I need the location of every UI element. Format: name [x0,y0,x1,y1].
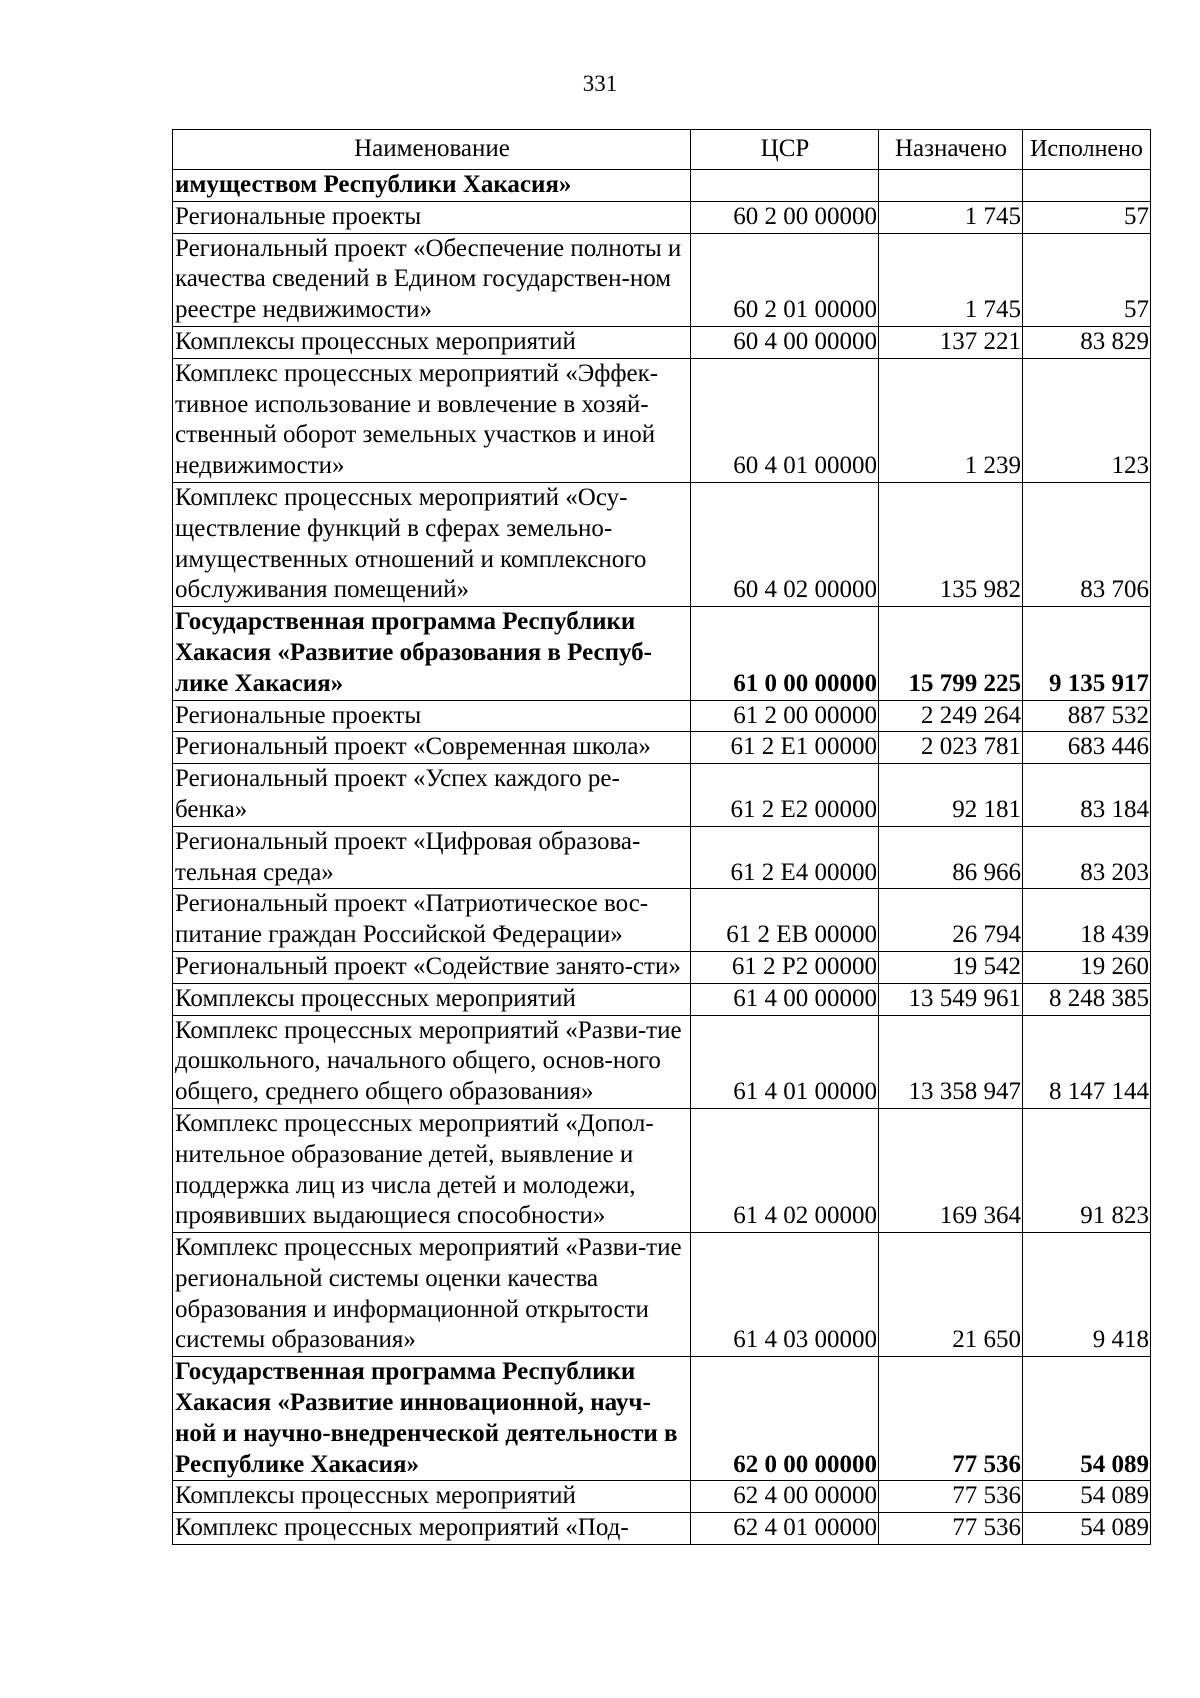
row-executed: 83 203 [1023,826,1151,889]
row-name: Региональный проект «Содействие занято-сти» [173,951,691,983]
row-executed: 18 439 [1023,889,1151,952]
row-name: Региональный проект «Современная школа» [173,732,691,764]
row-name: Комплексы процессных мероприятий [173,1481,691,1513]
row-name: Комплекс процессных мероприятий «Разви-тие дошкольного, начального общего, основ-ного общего, среднего общего образования» [173,1015,691,1108]
row-csr: 61 4 00 00000 [691,983,879,1015]
row-csr: 62 4 00 00000 [691,1481,879,1513]
table-row [173,1108,1151,1232]
row-csr: 60 2 00 00000 [691,201,879,233]
row-planned: 92 181 [879,764,1023,827]
row-csr: 61 2 E4 00000 [691,826,879,889]
row-csr: 60 2 01 00000 [691,233,879,326]
row-executed: 57 [1023,201,1151,233]
row-executed [1023,170,1151,202]
row-name: Комплекс процессных мероприятий «Эффек-тивное использование и вовлечение в хозяй-ственный оборот земельных участков и иной недвижимости» [173,358,691,482]
row-csr: 60 4 00 00000 [691,326,879,358]
table-row [173,1233,1151,1357]
row-planned: 1 239 [879,358,1023,482]
row-planned [879,170,1023,202]
row-executed: 19 260 [1023,951,1151,983]
row-name: Региональные проекты [173,201,691,233]
row-planned: 86 966 [879,826,1023,889]
row-planned: 21 650 [879,1233,1023,1357]
table-row [173,1513,1151,1545]
row-executed: 683 446 [1023,732,1151,764]
row-planned: 13 549 961 [879,983,1023,1015]
table-row [173,826,1151,889]
table-row [173,326,1151,358]
row-name: Региональный проект «Успех каждого ре-бенка» [173,764,691,827]
table-row [173,358,1151,482]
row-planned: 2 249 264 [879,700,1023,732]
row-name: Региональный проект «Обеспечение полноты и качества сведений в Едином государствен-ном реестре недвижимости» [173,233,691,326]
table-row [173,951,1151,983]
row-executed: 83 184 [1023,764,1151,827]
row-planned: 13 358 947 [879,1015,1023,1108]
row-executed: 123 [1023,358,1151,482]
row-name: Комплекс процессных мероприятий «Осу-ществление функций в сферах земельно-имущественных отношений и комплексного обслуживания помещений» [173,482,691,606]
row-planned: 135 982 [879,482,1023,606]
row-executed: 83 706 [1023,482,1151,606]
row-planned: 1 745 [879,233,1023,326]
row-csr: 62 0 00 00000 [691,1357,879,1481]
budget-table [172,129,1151,1545]
table-row [173,170,1151,202]
row-planned: 77 536 [879,1481,1023,1513]
table-row [173,889,1151,952]
row-planned: 137 221 [879,326,1023,358]
row-name: Региональный проект «Патриотическое вос-питание граждан Российской Федерации» [173,889,691,952]
header-executed: Исполнено [1023,130,1151,170]
row-executed: 8 147 144 [1023,1015,1151,1108]
row-executed: 9 135 917 [1023,607,1151,700]
row-csr: 61 2 P2 00000 [691,951,879,983]
row-planned: 77 536 [879,1513,1023,1545]
row-executed: 9 418 [1023,1233,1151,1357]
row-executed: 83 829 [1023,326,1151,358]
table-row [173,1015,1151,1108]
header-csr: ЦСР [691,130,879,170]
row-name: Комплекс процессных мероприятий «Разви-тие региональной системы оценки качества образования и информационной открытости системы образования» [173,1233,691,1357]
row-csr [691,170,879,202]
row-planned: 2 023 781 [879,732,1023,764]
row-executed: 54 089 [1023,1481,1151,1513]
header-planned: Назначено [879,130,1023,170]
table-row [173,233,1151,326]
row-executed: 91 823 [1023,1108,1151,1232]
row-name: Государственная программа Республики Хакасия «Развитие инновационной, науч-ной и научно-внедренческой деятельности в Республике Хакасия» [173,1357,691,1481]
row-executed: 57 [1023,233,1151,326]
row-planned: 77 536 [879,1357,1023,1481]
row-executed: 54 089 [1023,1513,1151,1545]
row-executed: 887 532 [1023,700,1151,732]
row-csr: 62 4 01 00000 [691,1513,879,1545]
row-planned: 169 364 [879,1108,1023,1232]
row-name: Региональные проекты [173,700,691,732]
table-row [173,764,1151,827]
header-name: Наименование [173,130,691,170]
row-executed: 54 089 [1023,1357,1151,1481]
row-csr: 61 2 E2 00000 [691,764,879,827]
row-name: Комплексы процессных мероприятий [173,326,691,358]
row-csr: 60 4 02 00000 [691,482,879,606]
row-csr: 60 4 01 00000 [691,358,879,482]
row-csr: 61 4 03 00000 [691,1233,879,1357]
table-row [173,1481,1151,1513]
table-header-row [173,130,1151,170]
row-executed: 8 248 385 [1023,983,1151,1015]
row-csr: 61 0 00 00000 [691,607,879,700]
row-name: Комплекс процессных мероприятий «Допол-нительное образование детей, выявление и поддержка лиц из числа детей и молодежи, проявивших выдающиеся способности» [173,1108,691,1232]
table-row [173,201,1151,233]
row-name: Государственная программа Республики Хакасия «Развитие образования в Респуб-лике Хакасия» [173,607,691,700]
page-number: 331 [582,71,618,96]
row-csr: 61 4 01 00000 [691,1015,879,1108]
table-row [173,700,1151,732]
table-row [173,983,1151,1015]
row-name: имуществом Республики Хакасия» [173,170,691,202]
row-csr: 61 2 EB 00000 [691,889,879,952]
row-name: Комплексы процессных мероприятий [173,983,691,1015]
table-row [173,1357,1151,1481]
row-csr: 61 2 00 00000 [691,700,879,732]
row-csr: 61 4 02 00000 [691,1108,879,1232]
row-planned: 19 542 [879,951,1023,983]
row-planned: 15 799 225 [879,607,1023,700]
table-row [173,732,1151,764]
row-planned: 26 794 [879,889,1023,952]
table-row [173,607,1151,700]
table-row [173,482,1151,606]
row-csr: 61 2 E1 00000 [691,732,879,764]
row-planned: 1 745 [879,201,1023,233]
row-name: Комплекс процессных мероприятий «Под- [173,1513,691,1545]
row-name: Региональный проект «Цифровая образова-тельная среда» [173,826,691,889]
